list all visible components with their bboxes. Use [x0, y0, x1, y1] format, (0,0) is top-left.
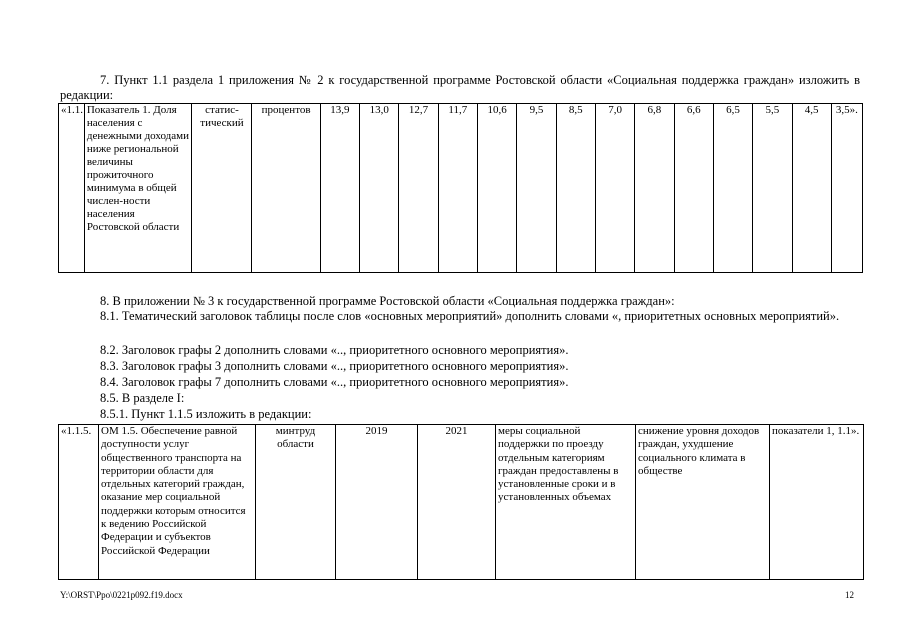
item-8-1-text: 8.1. Тематический заголовок таблицы после слов «основных мероприятий» дополнить словами «, приоритетных основных мероприятий».	[100, 309, 840, 323]
t1-value: 8,5	[556, 104, 595, 273]
t2-start-year: 2019	[336, 425, 418, 580]
item-8-2-text: 8.2. Заголовок графы 2 дополнить словами «.., приоритетного основного мероприятия».	[100, 343, 569, 357]
t1-value: 9,5	[517, 104, 556, 273]
item-8-3-text: 8.3. Заголовок графы 3 дополнить словами «.., приоритетного основного мероприятия».	[100, 359, 569, 373]
t1-value: 13,0	[360, 104, 399, 273]
item-8-5-text: 8.5. В разделе I:	[100, 391, 185, 405]
t1-unit: процентов	[252, 104, 320, 273]
t1-value: 12,7	[399, 104, 438, 273]
t1-value: 4,5	[792, 104, 831, 273]
t1-value: 13,9	[320, 104, 359, 273]
t2-event: ОМ 1.5. Обеспечение равной доступности услуг общественного транспорта на территории области для отдельных категорий граждан, оказание мер социальной поддержки которым относится к ведению Российской Федерации и субъектов Российской Федерации	[99, 425, 256, 580]
t1-value: 10,6	[478, 104, 517, 273]
item-8-4-text: 8.4. Заголовок графы 7 дополнить словами «.., приоритетного основного мероприятия».	[100, 375, 569, 389]
t1-indicator: Показатель 1. Доля населения с денежными доходами ниже региональной величины прожиточного минимума в общей числен-ности населения Ростовской области	[84, 104, 192, 273]
t1-type: статис-тический	[192, 104, 252, 273]
t1-value: 3,5».	[831, 104, 862, 273]
t1-num: «1.1.	[59, 104, 85, 273]
t1-value: 6,6	[674, 104, 713, 273]
item-8-5-1-text: 8.5.1. Пункт 1.1.5 изложить в редакции:	[100, 407, 312, 421]
t1-value: 5,5	[753, 104, 792, 273]
item-7-text: 7. Пункт 1.1 раздела 1 приложения № 2 к государственной программе Ростовской области «Социальная поддержка граждан» изложить в редакции:	[60, 73, 860, 102]
t1-value: 6,5	[713, 104, 752, 273]
t2-executor: минтруд области	[256, 425, 336, 580]
t1-value: 11,7	[438, 104, 477, 273]
page-number: 12	[845, 590, 854, 600]
t2-num: «1.1.5.	[59, 425, 99, 580]
t2-result: меры социальной поддержки по проезду отдельным категориям граждан предоставлены в установленные сроки и в установленных объемах	[496, 425, 636, 580]
t2-link: показатели 1, 1.1».	[770, 425, 864, 580]
item-8-text: 8. В приложении № 3 к государственной программе Ростовской области «Социальная поддержка граждан»:	[100, 294, 675, 308]
footer-path: Y:\ORST\Ppo\0221p092.f19.docx	[60, 590, 183, 600]
t2-consequence: снижение уровня доходов граждан, ухудшение социального климата в обществе	[636, 425, 770, 580]
t2-end-year: 2021	[418, 425, 496, 580]
t1-value: 6,8	[635, 104, 674, 273]
indicator-table	[58, 103, 863, 273]
t1-value: 7,0	[595, 104, 634, 273]
event-table	[58, 424, 864, 580]
